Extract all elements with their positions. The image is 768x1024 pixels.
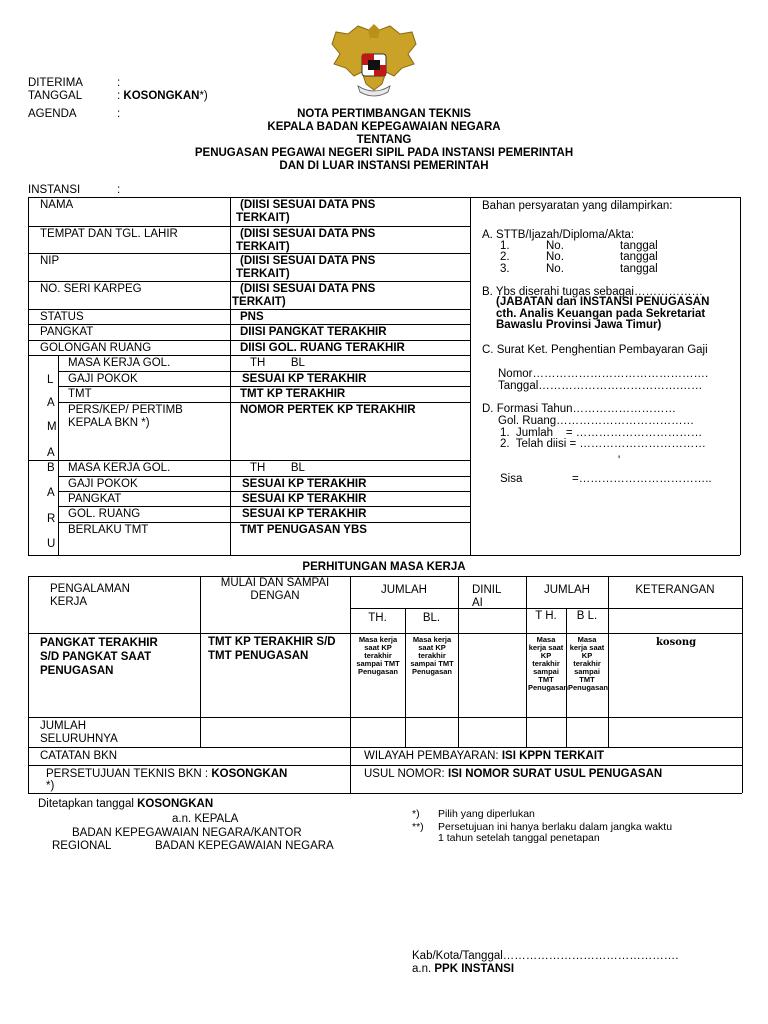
row-tmt: TMT KP TERAKHIR S/D TMT PENUGASAN — [208, 636, 336, 662]
req-a-tgl: tanggal — [620, 251, 658, 263]
baru-row-label: PANGKAT — [68, 493, 122, 505]
req-a-num: 3. — [500, 263, 510, 275]
wilayah-value: ISI KPPN TERKAIT — [501, 750, 605, 762]
tanggal-value: KOSONGKAN — [123, 90, 200, 102]
note2: Persetujuan ini hanya berlaku dalam jangka waktu — [438, 821, 673, 833]
an-kepala: a.n. KEPALA — [172, 813, 239, 825]
note2b: 1 tahun setelah tanggal penetapan — [438, 832, 600, 844]
baru-letter: A — [47, 487, 55, 499]
note-bl: Masa kerja saat KP terakhir sampai TMT Penugasan — [410, 635, 454, 676]
baru-row-value: TMT PENUGASAN YBS — [240, 524, 367, 536]
row-label: NIP — [40, 255, 60, 267]
req-a-no: No. — [546, 240, 564, 252]
catatan-bkn: CATATAN BKN — [40, 750, 118, 762]
row-label: GOLONGAN RUANG — [40, 342, 152, 354]
req-a-title: A. STTB/Ijazah/Diploma/Akta: — [482, 229, 635, 241]
hdr-jumlah-1: JUMLAH — [380, 584, 427, 596]
req-d-jumlah: 1. Jumlah = …………………………… — [500, 427, 703, 439]
title-line-2: KEPALA BADAN KEPEGAWAIAN NEGARA — [267, 121, 501, 133]
requirements-intro: Bahan persyaratan yang dilampirkan: — [482, 200, 673, 212]
lama-letter: A — [47, 447, 55, 459]
row-label: TEMPAT DAN TGL. LAHIR — [40, 228, 178, 240]
req-a-tgl: tanggal — [620, 263, 658, 275]
req-d-sisa-value: =…………………………….. — [572, 473, 712, 485]
baru-letter: R — [47, 513, 56, 525]
keterangan-value: kosong — [656, 637, 697, 648]
req-d-diisi: 2. Telah diisi = …………………………… — [500, 438, 706, 450]
hdr-th: TH. — [368, 612, 387, 624]
row-value: PNS — [240, 311, 264, 323]
title-line-3: TENTANG — [356, 134, 412, 146]
lama-row-label: TMT — [68, 388, 92, 400]
jumlah-seluruhnya: JUMLAH SELURUHNYA — [40, 720, 118, 745]
title-line-4: PENUGASAN PEGAWAI NEGERI SIPIL PADA INSTANSI PEMERINTAH — [194, 147, 574, 159]
baru-row-label: GOL. RUANG — [68, 508, 141, 520]
baru-row-label: BERLAKU TMT — [68, 524, 149, 536]
hdr-mulai: MULAI DAN SAMPAI DENGAN — [220, 577, 330, 602]
baru-letter: U — [47, 538, 56, 550]
req-d-tick: ' — [618, 455, 621, 467]
baru-letter: B — [47, 462, 55, 474]
regional-rest: BADAN KEPEGAWAIAN NEGARA — [155, 840, 334, 852]
title-line-5: DAN DI LUAR INSTANSI PEMERINTAH — [279, 160, 489, 172]
diterima-label: DITERIMA — [28, 77, 83, 89]
note1-mark: *) — [412, 808, 420, 820]
usul-line: USUL NOMOR: ISI NOMOR SURAT USUL PENUGASAN — [364, 768, 663, 780]
baru-row-label: MASA KERJA GOL. — [68, 462, 171, 474]
hdr-keterangan: KETERANGAN — [635, 584, 715, 596]
section-title-masa-kerja: PERHITUNGAN MASA KERJA — [302, 561, 466, 573]
agenda-colon: : — [117, 108, 121, 120]
note1: Pilih yang diperlukan — [438, 808, 535, 820]
baru-row-value: SESUAI KP TERAKHIR — [242, 508, 367, 520]
hdr-bl: BL. — [422, 612, 441, 624]
row-value: DIISI PANGKAT TERAKHIR — [240, 326, 387, 338]
row-value: (DIISI SESUAI DATA PNS TERKAIT) — [236, 199, 376, 224]
req-c-nomor: Nomor………………………………………. — [498, 368, 709, 380]
hdr-dinilai: DINIL AI — [472, 584, 501, 609]
baru-row-label: GAJI POKOK — [68, 478, 138, 490]
note-th: Masa kerja saat KP terakhir sampai TMT Penugasan — [356, 635, 400, 676]
baru-row-value: SESUAI KP TERAKHIR — [242, 493, 367, 505]
lama-row-label: GAJI POKOK — [68, 373, 138, 385]
kab-kota-line: Kab/Kota/Tanggal………………………………………. — [412, 950, 679, 962]
hdr-b-l: B L. — [576, 610, 598, 622]
lama-row-value: SESUAI KP TERAKHIR — [242, 373, 367, 385]
note-bl-2: Masa kerja saat KP terakhir sampai TMT Penugasan — [568, 635, 609, 692]
req-d-sisa-label: Sisa — [500, 473, 523, 485]
lama-row-value: TH BL — [250, 357, 305, 369]
hdr-pengalaman: PENGALAMAN KERJA — [50, 583, 130, 608]
req-b-title: B. Ybs diserahi tugas sebagai……………… — [482, 286, 703, 298]
req-a-num: 1. — [500, 240, 510, 252]
tanggal-label: TANGGAL — [28, 90, 83, 102]
row-label: NO. SERI KARPEG — [40, 283, 142, 295]
req-a-tgl: tanggal — [620, 240, 658, 252]
tanggal-value-line: : KOSONGKAN*) — [117, 90, 208, 102]
hdr-t-h: T H. — [535, 610, 557, 622]
req-a-num: 2. — [500, 251, 510, 263]
req-a-no: No. — [546, 263, 564, 275]
baru-row-value: TH BL — [250, 462, 305, 474]
row-value: DIISI GOL. RUANG TERAKHIR — [240, 342, 405, 354]
hdr-jumlah-2: JUMLAH — [543, 584, 590, 596]
ppk-value: PPK INSTANSI — [434, 963, 515, 975]
row-label: STATUS — [40, 311, 84, 323]
row-value: (DIISI SESUAI DATA PNS TERKAIT) — [232, 283, 376, 308]
ppk-line: a.n. PPK INSTANSI — [412, 963, 515, 975]
req-d-gol: Gol. Ruang……………………………… — [498, 415, 695, 427]
usul-value: ISI NOMOR SURAT USUL PENUGASAN — [447, 768, 663, 780]
lama-row-label: MASA KERJA GOL. — [68, 357, 171, 369]
persetujuan-suffix: *) — [46, 780, 55, 792]
lama-letter: M — [47, 421, 57, 433]
row-pangkat: PANGKAT TERAKHIR S/D PANGKAT SAAT PENUGASAN — [40, 637, 158, 677]
instansi-label: INSTANSI — [28, 184, 81, 196]
row-label: PANGKAT — [40, 326, 94, 338]
baru-row-value: SESUAI KP TERAKHIR — [242, 478, 367, 490]
ditetapkan-line: Ditetapkan tanggal KOSONGKAN — [38, 798, 214, 810]
note-th-2: Masa kerja saat KP terakhir sampai TMT Penugasan — [528, 635, 569, 692]
lama-letter: L — [47, 374, 54, 386]
lama-letter: A — [47, 397, 55, 409]
garuda-emblem — [328, 24, 420, 100]
req-c-title: C. Surat Ket. Penghentian Pembayaran Gaji — [482, 344, 708, 356]
row-value: (DIISI SESUAI DATA PNS TERKAIT) — [236, 255, 376, 280]
req-d-title: D. Formasi Tahun……………………… — [482, 403, 677, 415]
lama-row-value: TMT KP TERAKHIR — [240, 388, 346, 400]
instansi-colon: : — [117, 184, 121, 196]
diterima-colon: : — [117, 77, 121, 89]
note2-mark: **) — [412, 821, 424, 833]
persetujuan-line: PERSETUJUAN TEKNIS BKN : KOSONGKAN — [46, 768, 288, 780]
agenda-label: AGENDA — [28, 108, 77, 120]
persetujuan-value: KOSONGKAN — [211, 768, 288, 780]
wilayah-line: WILAYAH PEMBAYARAN: ISI KPPN TERKAIT — [364, 750, 605, 762]
row-value: (DIISI SESUAI DATA PNS TERKAIT) — [236, 228, 376, 253]
req-a-no: No. — [546, 251, 564, 263]
bkn-line: BADAN KEPEGAWAIAN NEGARA/KANTOR — [72, 827, 302, 839]
title-line-1: NOTA PERTIMBANGAN TEKNIS — [297, 108, 471, 120]
req-c-tanggal: Tanggal……………………………….…… — [498, 380, 703, 392]
row-label: NAMA — [40, 199, 74, 211]
regional-label: REGIONAL — [52, 840, 112, 852]
lama-row-label: PERS/KEP/ PERTIMB KEPALA BKN *) — [68, 404, 183, 429]
ditetapkan-value: KOSONGKAN — [137, 798, 214, 810]
req-b-detail: (JABATAN dan INSTANSI PENUGASAN cth. Analis Keuangan pada Sekretariat Bawaslu Provinsi Jawa Timur) — [496, 296, 710, 331]
lama-row-value: NOMOR PERTEK KP TERAKHIR — [240, 404, 416, 416]
